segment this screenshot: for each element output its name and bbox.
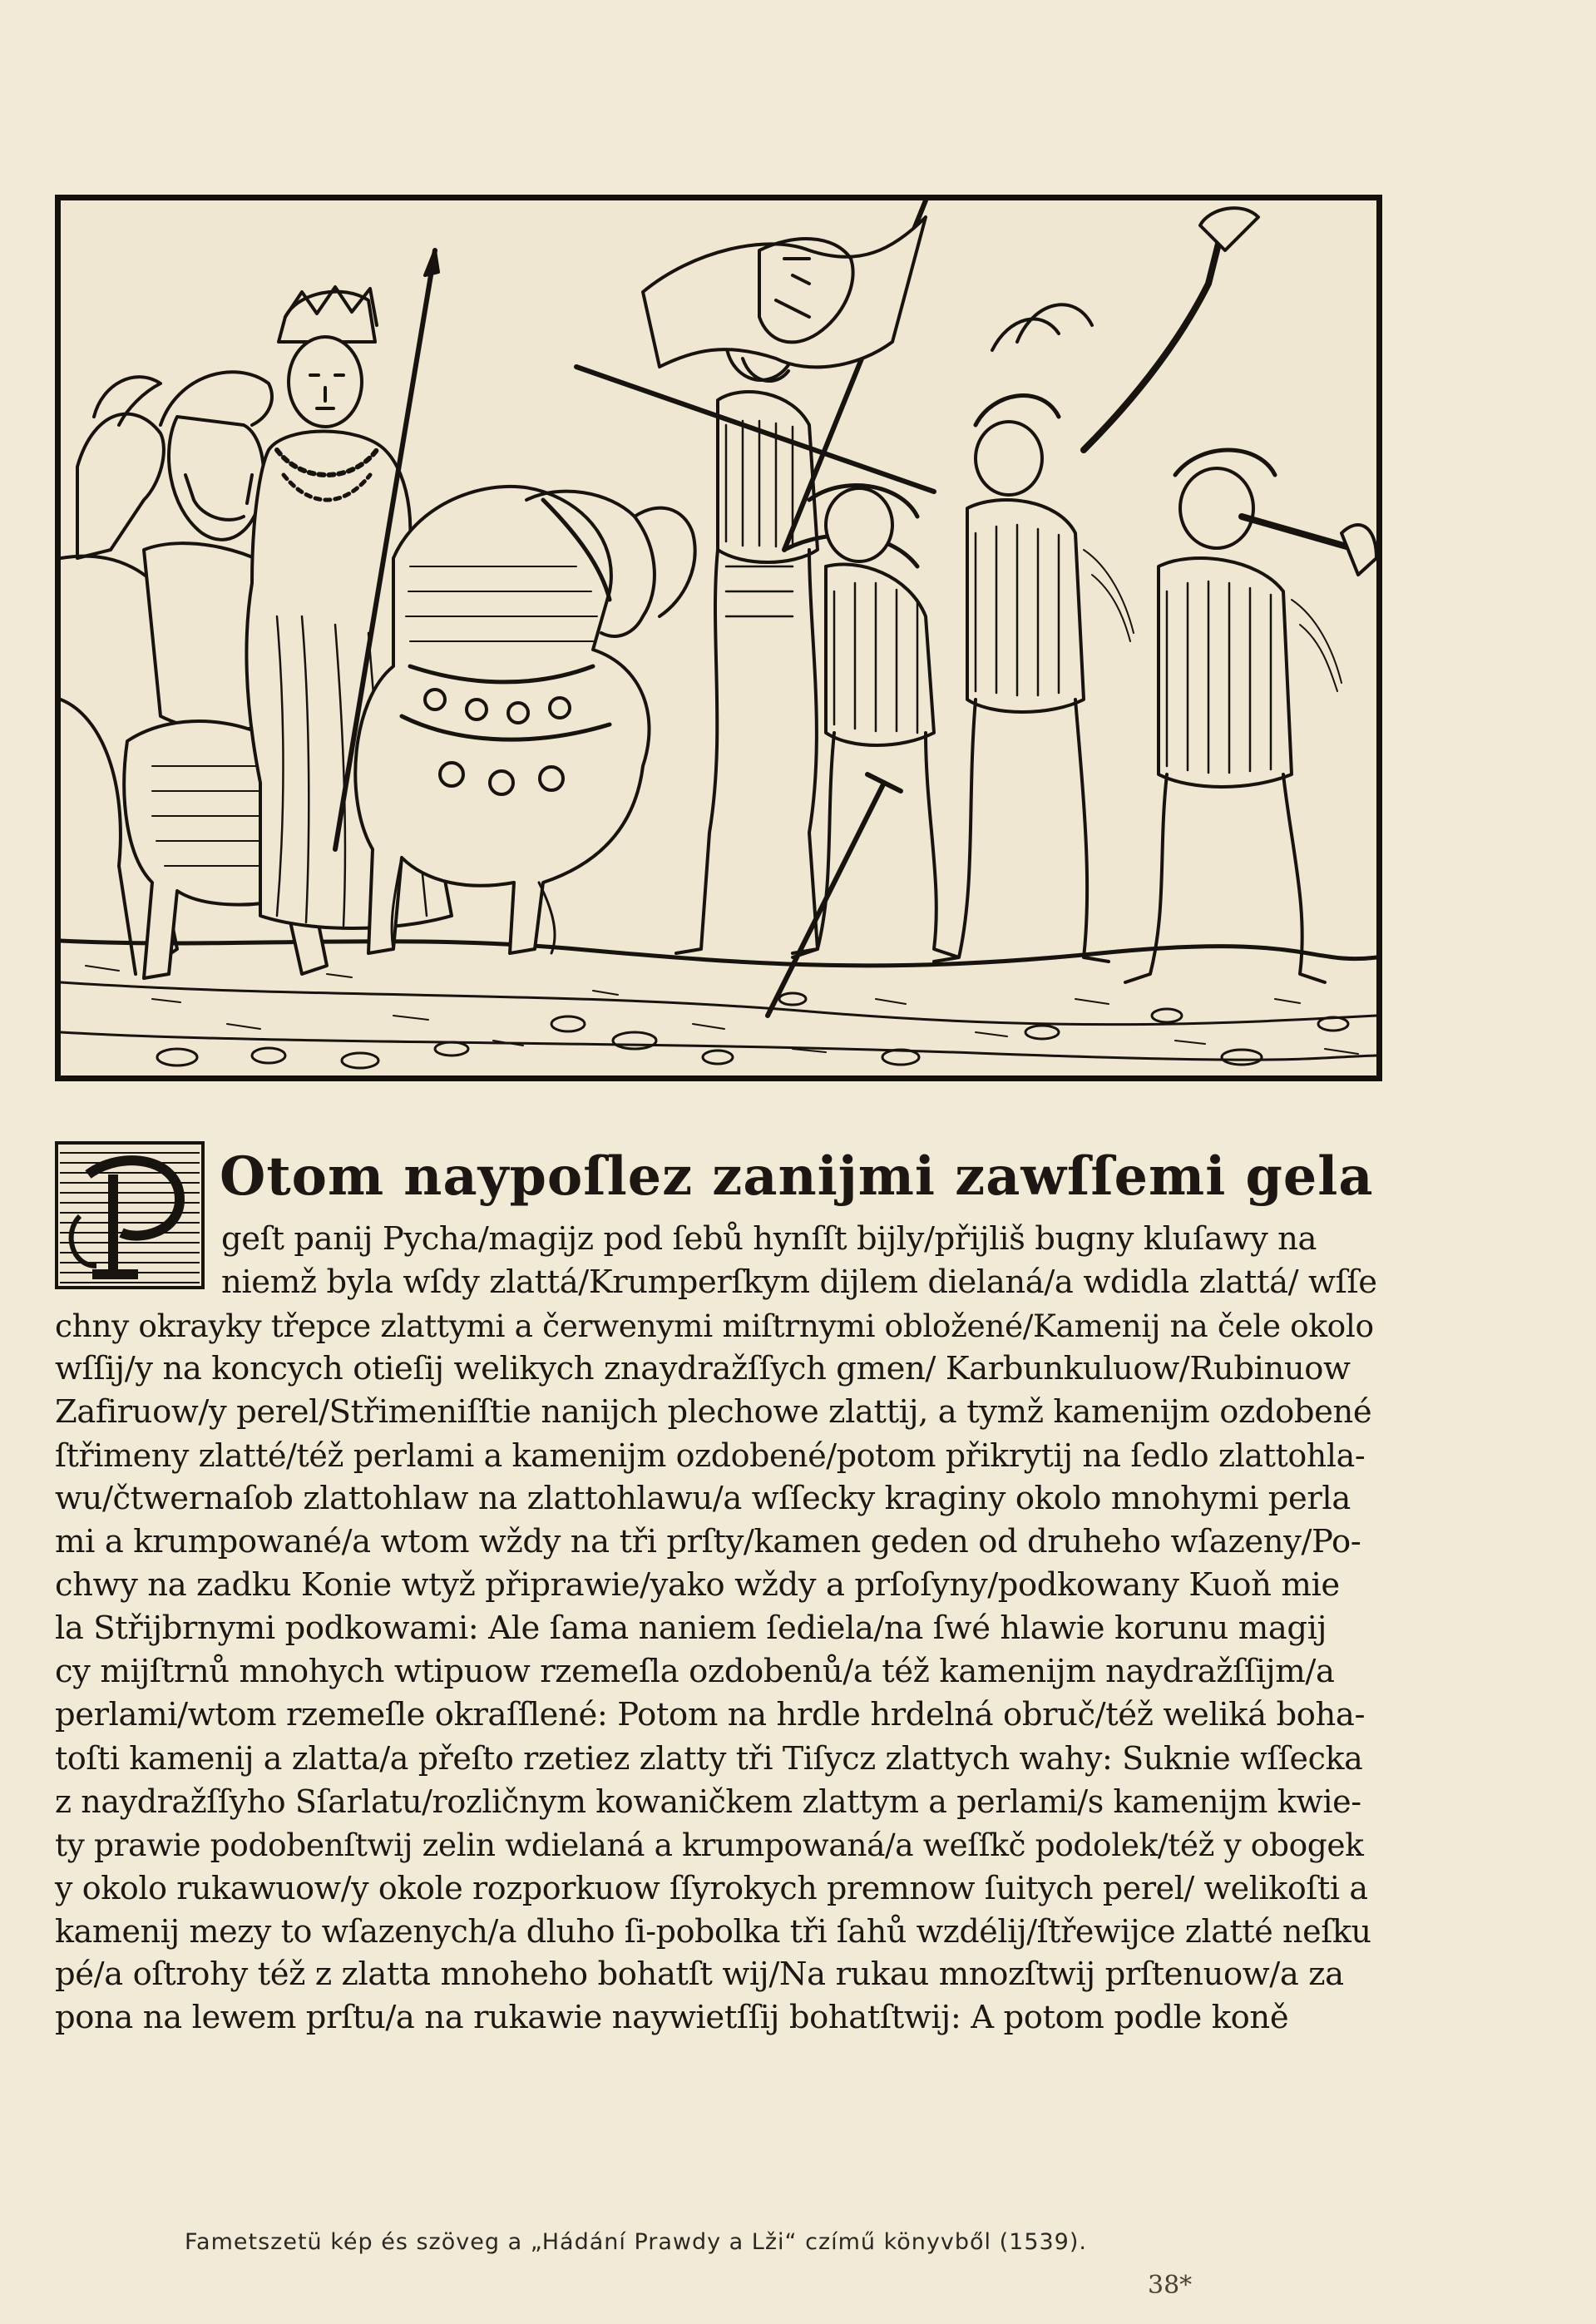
text-line: geſt panij Pycha/magijz pod ſebů hynſſt bijly/přijliš bugny kluſawy na	[221, 1220, 1317, 1258]
text-line: y okolo rukawuow/y okole rozporkuow ſſyrokych premnow ſuitych perel/ welikoſti a	[55, 1870, 1368, 1906]
text-line: chny okrayky třepce zlattymi a čerwenymi miſtrnymi obložené/Kamenij na čele okolo	[55, 1308, 1374, 1344]
text-line: z naydražſſyho Sſarlatu/rozličnym kowaničkem zlattym a perlami/s kamenijm kwie-	[55, 1783, 1361, 1820]
ornament-initial-icon	[55, 1141, 205, 1289]
text-line: cy mijſtrnů mnohych wtipuow rzemeſla ozdobenů/a též kamenijm naydražſſijm/a	[55, 1653, 1335, 1690]
text-line: kamenij mezy to wſazenych/a dluho ſi-pobolka tři ſahů wzdélij/ſtřewijce zlatté neſku	[55, 1913, 1371, 1950]
text-line: perlami/wtom rzemeſle okraſſlené: Potom na hrdle hrdelná obruč/též weliká boha-	[55, 1696, 1366, 1733]
text-line: wu/čtwernaſob zlattohlaw na zlattohlawu/a wſſecky kraginy okolo mnohymi perla	[55, 1480, 1351, 1517]
text-line: mi a krumpowané/a wtom wždy na tři prſty/kamen geden od druheho wſazeny/Po-	[55, 1523, 1361, 1560]
text-line: chwy na zadku Konie wtyž připrawie/yako wždy a prſoſyny/podkowany Kuoň mie	[55, 1566, 1340, 1604]
text-line: niemž byla wſdy zlattá/Krumperſkym dijlem dielaná/a wdidla zlattá/ wſſe	[221, 1263, 1377, 1301]
figure-caption: Fametszetü kép és szöveg a „Hádání Prawdy a Lži“ czímű könyvből (1539).	[185, 2229, 1087, 2255]
text-line: ty prawie podobenſtwij zelin wdielaná a krumpowaná/a weſſkč podolek/též y obogek	[55, 1827, 1364, 1863]
text-line: pona na lewem prſtu/a na rukawie naywietſſij bohatſtwij: A potom podle koně	[55, 1999, 1289, 2036]
text-line: pé/a oſtrohy též z zlatta mnoheho bohatſt wij/Na rukau mnozſtwij prſtenuow/a za	[55, 1956, 1344, 1993]
text-line: wſſij/y na koncych otieſij welikych znaydražſſych gmen/ Karbunkuluow/Rubinuow	[55, 1350, 1351, 1387]
procession-woodcut-drawing	[61, 200, 1376, 1075]
text-line: la Střijbrnymi podkowami: Ale ſama naniem ſediela/na ſwé hlawie korunu magij	[55, 1609, 1327, 1647]
decorated-initial-letter	[55, 1141, 205, 1289]
text-line: toſti kamenij a zlatta/a přeſto rzetiez zlatty tři Tiſycz zlattych wahy: Suknie wſſecka	[55, 1740, 1363, 1777]
woodcut-illustration	[55, 195, 1382, 1081]
text-line: ſtřimeny zlatté/též perlami a kamenijm ozdobené/potom přikrytij na ſedlo zlattohla-	[55, 1437, 1366, 1474]
opening-line: Otom naypoſlez zanijmi zawſſemi gela	[220, 1145, 1374, 1207]
text-line: Zafiruow/y perel/Střimeniſſtie nanijch plechowe zlattij, a tymž kamenijm ozdobené	[55, 1393, 1372, 1431]
initial-letter: P	[137, 1248, 139, 1249]
page-number: 38*	[1148, 2271, 1193, 2300]
